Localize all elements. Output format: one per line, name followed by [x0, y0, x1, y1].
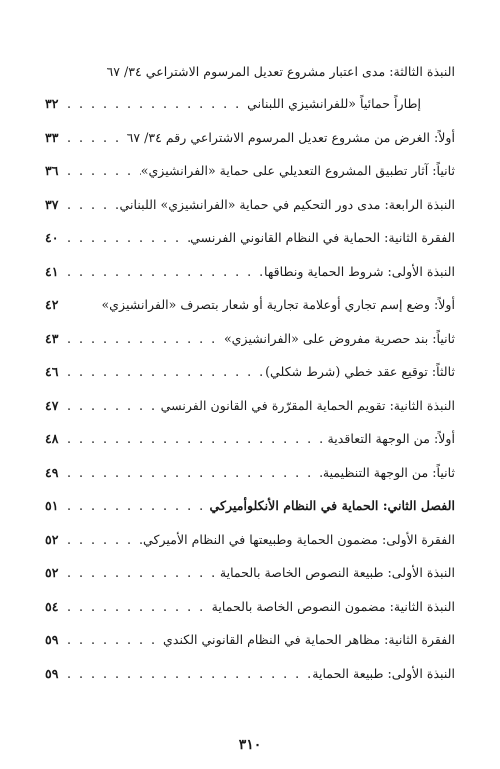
toc-dot-leader: [63, 597, 212, 617]
toc-dot-leader: [63, 195, 120, 215]
toc-entry: [45, 429, 455, 463]
toc-entry: [45, 228, 455, 262]
toc-entry-page: ٣٧: [45, 196, 59, 212]
toc-dot-leader: [63, 530, 143, 550]
toc-dot-leader: [63, 161, 141, 181]
toc-entry-title: النبذة الأولى: شروط الحماية ونطاقها: [264, 263, 455, 279]
toc-dot-leader: [63, 396, 161, 416]
toc-entry: [45, 362, 455, 396]
toc-entry: [45, 630, 455, 664]
toc-entry: [45, 62, 455, 94]
toc-entry: [45, 496, 455, 530]
toc-entry-page: ٤٦: [45, 364, 59, 379]
toc-entry: [45, 94, 455, 128]
toc-entry-title: الفقرة الثانية: الحماية في النظام القانوني الفرنسي: [190, 230, 455, 245]
toc-entry-page: ٤٨: [45, 431, 59, 446]
toc-entry-page: ٤٧: [45, 397, 59, 413]
toc-entry: [45, 295, 455, 329]
toc-entry: [45, 597, 455, 631]
toc-dot-leader: [63, 664, 312, 684]
toc-entry-title: أولاً: الغرض من مشروع تعديل المرسوم الاشتراعي رقم ٣٤/ ٦٧: [126, 129, 455, 145]
toc-entry-title: النبذة الأولى: طبيعة الحماية: [312, 665, 455, 681]
toc-entry: [45, 262, 455, 296]
toc-entry-page: ٥٢: [45, 531, 59, 547]
toc-entry: [45, 128, 455, 162]
toc-entry-title: إطاراً حمائياً «للفرانشيزي اللبناني: [247, 96, 421, 111]
toc-entry: [45, 195, 455, 229]
toc-entry: [45, 563, 455, 597]
toc-entry-title: ثانياً: آثار تطبيق المشروع التعديلي على حماية «الفرانشيزي»: [140, 163, 455, 178]
toc-entry-title: الفقرة الثانية: مظاهر الحماية في النظام القانوني الكندي: [163, 632, 455, 647]
toc-entry-page: ٤٣: [45, 330, 59, 346]
toc-entry-page: ٤٩: [45, 464, 59, 480]
toc-dot-leader: [63, 329, 224, 349]
toc-entry-title: أولاً: من الوجهة التعاقدية: [327, 431, 455, 446]
toc-entry-title: ثانياً: بند حصرية مفروض على «الفرانشيزي»: [223, 330, 455, 346]
toc-entry-title: النبذة الأولى: طبيعة النصوص الخاصة بالحماية: [219, 565, 455, 580]
table-of-contents: [45, 62, 455, 697]
toc-entry: [45, 161, 455, 195]
toc-entry-page: ٥٤: [45, 598, 59, 614]
toc-entry-title: ثانياً: من الوجهة التنظيمية: [322, 464, 455, 480]
toc-entry-page: ٥٩: [45, 665, 59, 681]
page-number: ٣١٠: [238, 737, 262, 753]
toc-dot-leader: [63, 429, 328, 449]
toc-dot-leader: [63, 362, 265, 382]
toc-dot-leader: [63, 463, 323, 483]
toc-entry-page: ٥١: [45, 498, 59, 513]
toc-entry-page: ٤١: [45, 263, 59, 279]
toc-dot-leader: [63, 262, 264, 282]
toc-dot-leader: [63, 630, 163, 650]
toc-entry-title: ثالثاً: توقيع عقد خطي (شرط شكلي): [265, 364, 455, 379]
toc-entry-page: ٤٠: [45, 230, 59, 245]
toc-entry: [45, 664, 455, 698]
toc-entry-title: النبذة الثانية: مضمون النصوص الخاصة بالحماية: [211, 598, 455, 614]
toc-entry-title: النبذة الرابعة: مدى دور التحكيم في حماية «الفرانشيزي» اللبناني: [119, 196, 455, 212]
toc-dot-leader: [63, 563, 220, 583]
toc-entry-page: ٤٢: [45, 297, 59, 312]
toc-entry-page: ٣٣: [45, 129, 59, 145]
toc-entry-title: النبذة الثالثة: مدى اعتبار مشروع تعديل المرسوم الاشتراعي ٣٤/ ٦٧: [106, 64, 455, 79]
toc-entry-title: الفصل الثاني: الحماية في النظام الأنكلوأميركي: [209, 498, 455, 513]
toc-entry-title: أولاً: وضع إسم تجاري أوعلامة تجارية أو شعار بتصرف «الفرانشيزي»: [101, 297, 455, 312]
toc-dot-leader: [63, 228, 190, 248]
toc-entry-page: ٥٢: [45, 565, 59, 580]
toc-dot-leader: [63, 128, 127, 148]
toc-entry-page: ٣٢: [45, 96, 59, 111]
toc-entry: [45, 530, 455, 564]
toc-entry-page: ٥٩: [45, 632, 59, 647]
toc-dot-leader: [63, 94, 247, 114]
toc-entry-page: ٣٦: [45, 163, 59, 178]
toc-entry: [45, 396, 455, 430]
toc-entry: [45, 463, 455, 497]
toc-dot-leader: [63, 496, 210, 516]
toc-entry-title: الفقرة الأولى: مضمون الحماية وطبيعتها في النظام الأميركي: [142, 531, 455, 547]
toc-entry: [45, 329, 455, 363]
toc-entry-title: النبذة الثانية: تقويم الحماية المقرّرة في القانون الفرنسي: [160, 397, 455, 413]
